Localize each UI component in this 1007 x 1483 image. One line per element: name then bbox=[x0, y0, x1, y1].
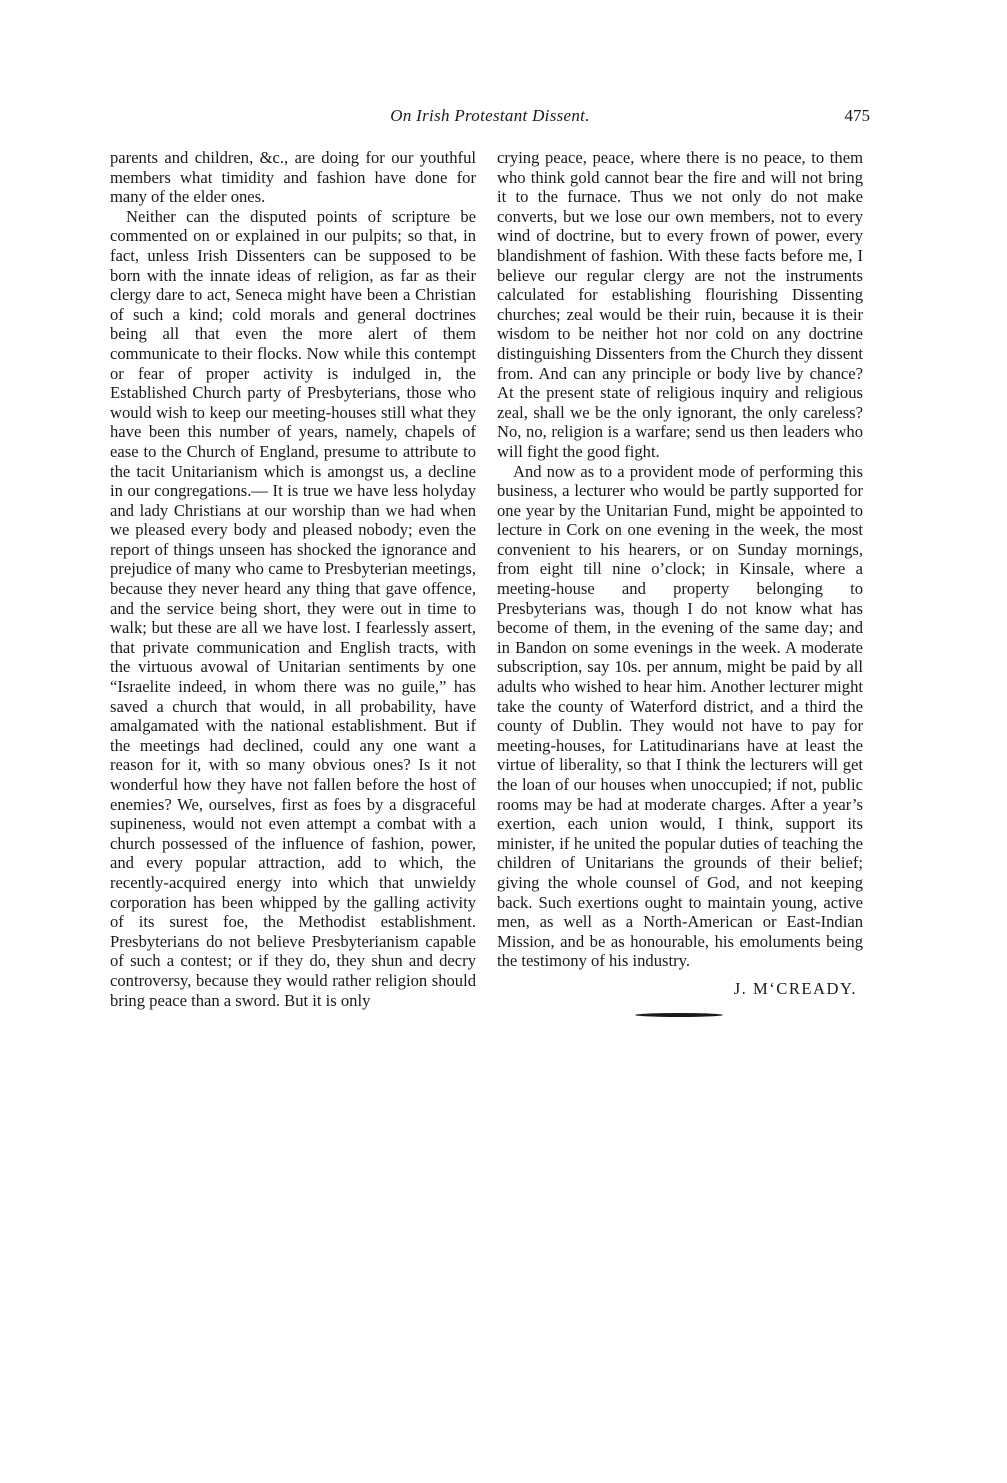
paragraph-continuation: parents and children, &c., are doing for our youthful members what timidity and fashion have done for many of the elder ones. bbox=[110, 148, 476, 207]
running-head bbox=[110, 106, 870, 130]
paragraph: And now as to a provident mode of performing this business, a lecturer who would be partly supported for one year by the Unitarian Fund, might be appointed to lecture in Cork on one evening in the week, the most convenient to his hearers, or on Sunday mornings, from eight till nine o’clock; in Kinsale, where a meeting-house and property belonging to Presbyterians was, though I do not know what has become of them, in the evening of the same day; and in Bandon on some evenings in the week. A moderate subscription, say 10s. per annum, might be paid by all adults who wished to hear him. Another lecturer might take the county of Waterford district, and a third the county of Dublin. They would not have to pay for meeting-houses, for Latitudinarians have at least the virtue of liberality, so that I think the lecturers will get the loan of our houses when unoccupied; if not, public rooms may be had at moderate charges. After a year’s exertion, each union would, I think, support its minister, if he united the popular duties of teaching the children of Unitarians the grounds of their belief; giving the whole counsel of God, and not keeping back. Such exertions ought to maintain young, active men, as well as a North-American or East-Indian Mission, and be as honourable, his emoluments being the testimony of his industry. bbox=[497, 461, 863, 971]
page-number: 475 bbox=[844, 106, 870, 125]
running-title: On Irish Protestant Dissent. bbox=[390, 106, 590, 125]
paragraph: Neither can the disputed points of scripture be commented on or explained in our pulpits; so that, in fact, unless Irish Dissenters can be supposed to be born with the innate ideas of religion, as far as their clergy dare to act, Seneca might have been a Christian of such a kind; cold morals and general doctrines being all that even the more alert of them communicate to their flocks. Now while this contempt or fear of proper activity is indulged in, the Established Church party of Presbyterians, those who would wish to keep our meeting-houses still what they have been this number of years, namely, chapels of ease to the Church of England, presume to attribute to the tacit Unitarianism which is amongst us, a decline in our congregations.— It is true we have less holyday and lady Christians at our worship than we had when we pleased every body and pleased nobody; even the report of things unseen has shocked the ignorance and prejudice of many who came to Presbyterian meetings, because they never heard any thing that gave offence, and the service being short, they were out in time to walk; but these are all we have lost. I fearlessly assert, that private communication and English tracts, with the virtuous avowal of Unitarian sentiments by one “Israelite indeed, in whom there was no guile,” has saved a church that would, in all probability, have amalgamated with the national establishment. But if the meetings had declined, could any one want a reason for it, with so many obvious ones? Is it not wonderful how they have not fallen before the host of enemies? We, ourselves, first as foes by a disgraceful supineness, would not even attempt a combat with a church possessed of the influence of fashion, power, and every popular attraction, add to which, the recently-acquired energy into which that unwieldy corporation has been whipped by the galling activity of its surest foe, the Methodist establishment. Presbyterians do not believe Presbyterianism capable of such a contest; or if they do, they shun and decry controversy, because they would rather religion should bring peace than a sword. But it is only bbox=[110, 206, 476, 1010]
left-column bbox=[110, 148, 476, 1010]
paragraph-continuation: crying peace, peace, where there is no peace, to them who think gold cannot bear the fire and will not bring it to the furnace. Thus we not only do not make converts, but we lose our own members, not to every wind of doctrine, but to every frown of power, every blandishment of fashion. With these facts before me, I believe our regular clergy are not the instruments calculated for establishing flourishing Dissenting churches; zeal would be their ruin, because it is their wisdom to be neither hot nor cold on any doctrine distinguishing Dissenters from the Church they dissent from. And can any principle or body live by chance? At the present state of religious inquiry and religious zeal, shall we be the only ignorant, the only careless? No, no, religion is a warfare; send us then leaders who will fight the good fight. bbox=[497, 148, 863, 461]
right-column bbox=[497, 148, 863, 1017]
author-signature: J. M‘CREADY. bbox=[733, 978, 857, 998]
end-rule bbox=[635, 1013, 723, 1017]
